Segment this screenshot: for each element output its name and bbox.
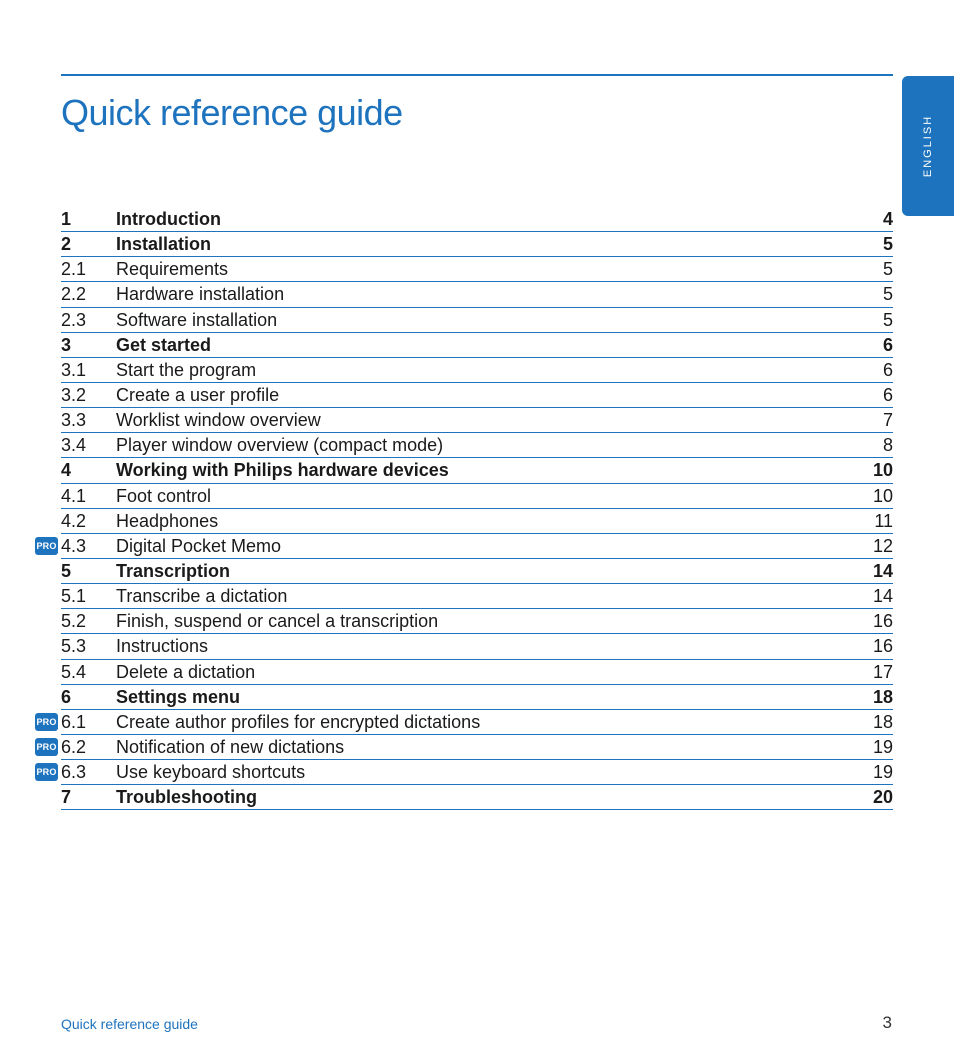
toc-page-number: 16 [872, 611, 893, 632]
toc-section-row[interactable] [36, 534, 893, 559]
toc-page-number: 18 [872, 711, 893, 732]
toc-number: 2.1 [61, 259, 87, 280]
toc-number: 6 [61, 686, 72, 707]
toc-number: 7 [61, 787, 72, 808]
language-tab-label: ENGLISH [922, 114, 934, 178]
toc-section-row[interactable] [61, 660, 893, 685]
toc-number: 5.2 [61, 611, 87, 632]
toc-number: 5.4 [61, 661, 87, 682]
toc-section-row[interactable] [61, 383, 893, 408]
toc-page-number: 8 [882, 435, 893, 456]
toc-page-number: 20 [872, 787, 893, 808]
footer-title: Quick reference guide [61, 1016, 198, 1032]
toc-number: 4.1 [61, 485, 87, 506]
toc-number: 6.2 [61, 736, 87, 757]
toc-number: 5.1 [61, 586, 87, 607]
page-number: 3 [882, 1013, 892, 1032]
toc-title: Delete a dictation [116, 661, 256, 682]
toc-number: 2 [61, 234, 72, 255]
toc-section-row[interactable] [36, 735, 893, 760]
toc-page-number: 5 [882, 259, 893, 280]
toc-page-number: 5 [882, 234, 893, 255]
toc-title: Worklist window overview [116, 410, 321, 431]
toc-section-row[interactable] [36, 710, 893, 735]
header-rule [61, 74, 893, 76]
toc-page-number: 12 [872, 535, 893, 556]
toc-number: 1 [61, 209, 72, 229]
toc-page-number: 4 [882, 209, 893, 229]
toc-page-number: 10 [872, 460, 893, 481]
toc-title: Hardware installation [116, 284, 285, 305]
toc-chapter-row[interactable] [61, 559, 893, 584]
toc-page-number: 5 [882, 284, 893, 305]
toc-title: Instructions [116, 636, 209, 657]
toc-section-row[interactable] [61, 634, 893, 659]
toc-page-number: 11 [874, 510, 893, 531]
toc-number: 2.3 [61, 309, 87, 330]
toc-section-row[interactable] [61, 257, 893, 282]
toc-title: Finish, suspend or cancel a transcription [116, 611, 439, 632]
toc-title: Foot control [116, 485, 212, 506]
pro-badge-icon: PRO [35, 713, 58, 731]
toc-number: 3.1 [61, 359, 87, 380]
toc-number: 3.2 [61, 384, 87, 405]
toc-title: Installation [116, 234, 212, 255]
toc-chapter-row[interactable] [61, 685, 893, 710]
toc-page-number: 14 [872, 560, 893, 581]
toc-title: Settings menu [116, 686, 241, 707]
toc-section-row[interactable] [61, 433, 893, 458]
toc-page-number: 19 [872, 736, 893, 757]
toc-page-number: 19 [872, 762, 893, 783]
toc-title: Requirements [116, 259, 229, 280]
toc-title: Create a user profile [116, 384, 280, 405]
toc-title: Headphones [116, 510, 219, 531]
toc-page-number: 6 [882, 334, 893, 355]
page-title: Quick reference guide [61, 92, 403, 133]
toc-title: Use keyboard shortcuts [116, 762, 306, 783]
toc-title: Introduction [116, 209, 221, 229]
toc-number: 6.1 [61, 711, 87, 732]
toc-number: 4.2 [61, 510, 87, 531]
toc-section-row[interactable] [61, 584, 893, 609]
toc-section-row[interactable] [61, 308, 893, 333]
toc-number: 5 [61, 560, 72, 581]
toc-title: Troubleshooting [116, 787, 257, 808]
toc-page-number: 7 [882, 410, 893, 431]
toc-chapter-row[interactable] [61, 207, 893, 232]
toc-number: 2.2 [61, 284, 87, 305]
toc-page-number: 10 [872, 485, 893, 506]
pro-badge-icon: PRO [35, 738, 58, 756]
toc-number: 3.3 [61, 410, 87, 431]
toc-section-row[interactable] [61, 484, 893, 509]
toc-number: 3.4 [61, 435, 87, 456]
toc-section-row[interactable] [61, 408, 893, 433]
pro-badge-icon: PRO [35, 537, 58, 555]
table-of-contents [36, 207, 893, 810]
toc-chapter-row[interactable] [61, 785, 893, 810]
toc-page-number: 18 [872, 686, 893, 707]
toc-section-row[interactable] [61, 509, 893, 534]
toc-section-row[interactable] [61, 282, 893, 307]
toc-title: Transcribe a dictation [116, 586, 288, 607]
toc-section-row[interactable] [61, 358, 893, 383]
toc-page-number: 14 [872, 586, 893, 607]
pro-badge-icon: PRO [35, 763, 58, 781]
toc-page-number: 17 [872, 661, 893, 682]
toc-chapter-row[interactable] [61, 458, 893, 483]
toc-title: Transcription [116, 560, 231, 581]
toc-chapter-row[interactable] [61, 232, 893, 257]
toc-title: Software installation [116, 309, 278, 330]
toc-title: Player window overview (compact mode) [116, 435, 444, 456]
toc-section-row[interactable] [36, 760, 893, 785]
language-tab [902, 76, 954, 216]
toc-title: Start the program [116, 359, 257, 380]
toc-page-number: 6 [882, 384, 893, 405]
toc-title: Digital Pocket Memo [116, 535, 282, 556]
toc-page-number: 5 [882, 309, 893, 330]
toc-number: 5.3 [61, 636, 87, 657]
toc-number: 6.3 [61, 762, 87, 783]
toc-number: 3 [61, 334, 72, 355]
toc-number: 4 [61, 460, 72, 481]
toc-title: Get started [116, 334, 212, 355]
toc-page-number: 6 [882, 359, 893, 380]
toc-title: Working with Philips hardware devices [116, 460, 449, 481]
toc-chapter-row[interactable] [61, 333, 893, 358]
toc-title: Notification of new dictations [116, 736, 345, 757]
toc-section-row[interactable] [61, 609, 893, 634]
toc-page-number: 16 [872, 636, 893, 657]
toc-title: Create author profiles for encrypted dictations [116, 711, 481, 732]
toc-number: 4.3 [61, 535, 87, 556]
